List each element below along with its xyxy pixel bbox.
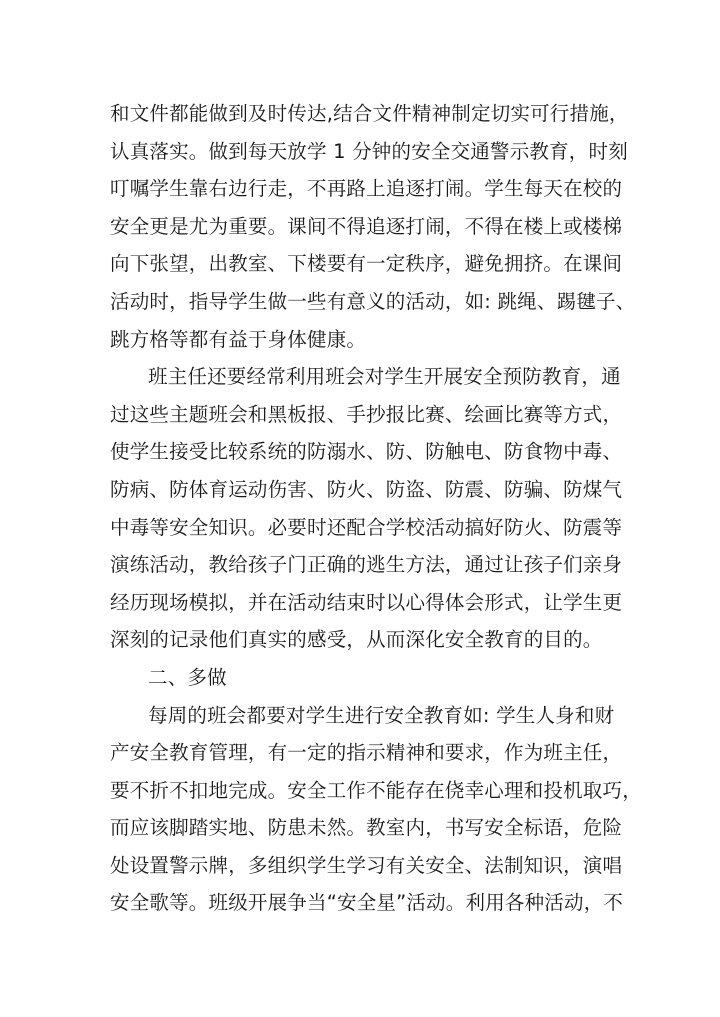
text-line: 过这些主题班会和黑板报、手抄报比赛、绘画比赛等方式， (110, 402, 623, 426)
text-line: 跳方格等都有益于身体健康。 (110, 327, 367, 351)
text-line: 叮嘱学生靠右边行走，不再路上追逐打闹。学生每天在校的 (110, 177, 623, 201)
text-line: 中毒等安全知识。必要时还配合学校活动搞好防火、防震等 (110, 515, 623, 539)
text-line: 认真落实。做到每天放学 1 分钟的安全交通警示教育，时刻 (110, 139, 628, 163)
text-line: 要不折不扣地完成。安全工作不能存在侥幸心理和投机取巧， (110, 778, 642, 802)
text-line: 经历现场模拟，并在活动结束时以心得体会形式，让学生更 (110, 590, 623, 614)
text-line: 处设置警示牌，多组织学生学习有关安全、法制知识，演唱 (110, 853, 623, 877)
text-line: 产安全教育管理，有一定的指示精神和要求，作为班主任， (110, 741, 623, 765)
text-line: 使学生接受比较系统的防溺水、防、防触电、防食物中毒、 (110, 440, 623, 464)
text-line: 向下张望，出教室、下楼要有一定秩序，避免拥挤。在课间 (110, 252, 623, 276)
text-line: 而应该脚踏实地、防患未然。教室内，书写安全标语，危险 (110, 816, 623, 840)
text-line: 活动时，指导学生做一些有意义的活动，如: 跳绳、踢毽子、 (110, 289, 636, 313)
text-line: 深刻的记录他们真实的感受，从而深化安全教育的目的。 (110, 628, 603, 652)
paragraph-start-line: 每周的班会都要对学生进行安全教育如: 学生人身和财 (148, 703, 615, 727)
paragraph-start-line: 班主任还要经常利用班会对学生开展安全预防教育，通 (148, 365, 621, 389)
text-line: 安全歌等。班级开展争当“安全星”活动。利用各种活动，不 (110, 891, 624, 915)
text-line: 和文件都能做到及时传达,结合文件精神制定切实可行措施， (110, 102, 629, 125)
document-body (110, 95, 642, 922)
text-line: 防病、防体育运动伤害、防火、防盗、防震、防骗、防煤气 (110, 477, 623, 501)
section-heading: 二、多做 (148, 665, 227, 689)
text-line: 安全更是尤为重要。课间不得追逐打闹，不得在楼上或楼梯 (110, 214, 623, 238)
text-line: 演练活动，教给孩子门正确的逃生方法，通过让孩子们亲身 (110, 553, 623, 577)
